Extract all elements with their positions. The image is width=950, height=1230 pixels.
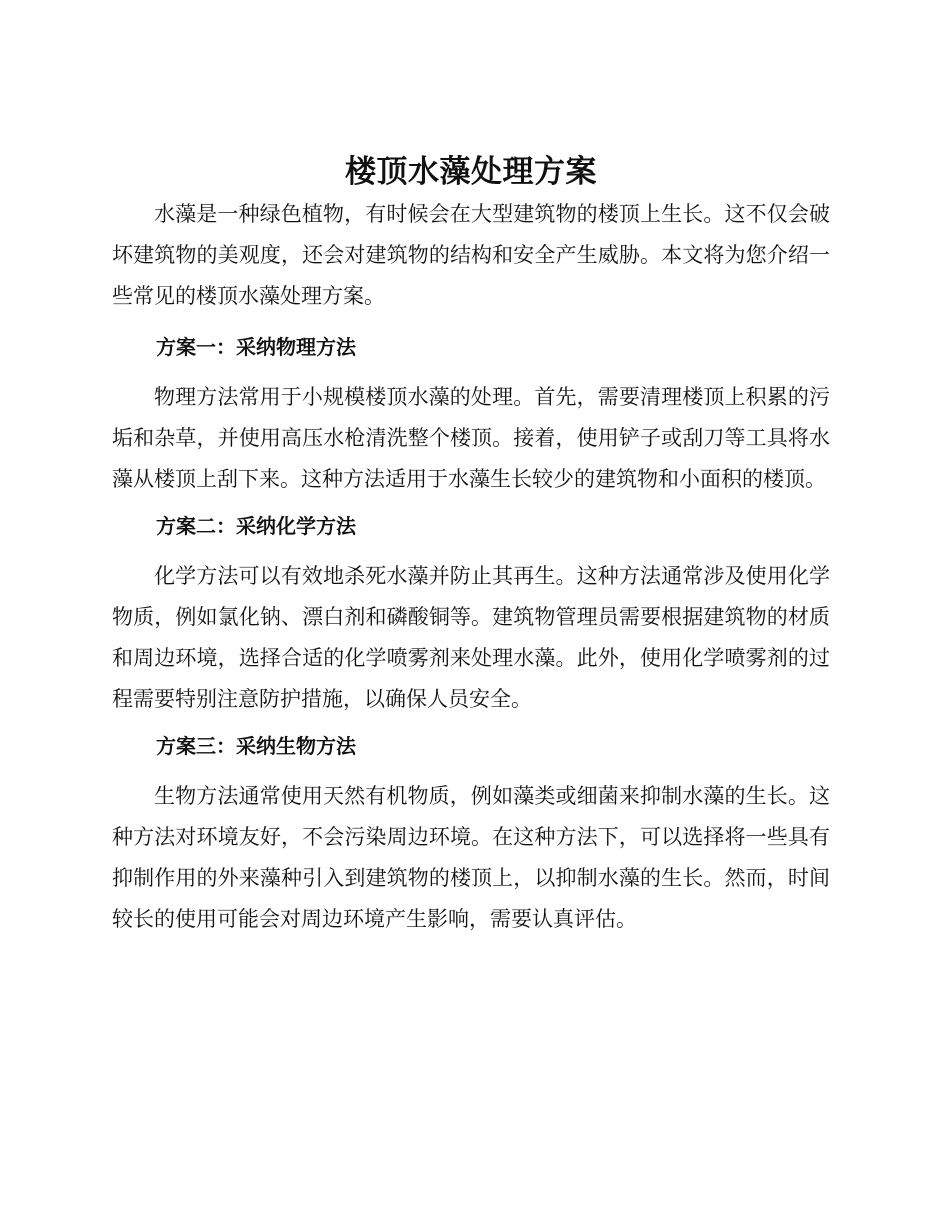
intro-paragraph: 水藻是一种绿色植物，有时候会在大型建筑物的楼顶上生长。这不仅会破坏建筑物的美观度，还会对建筑物的结构和安全产生威胁。本文将为您介绍一些常见的楼顶水藻处理方案。 <box>112 202 830 308</box>
section-heading-3: 方案三：采纳生物方法 <box>156 734 356 758</box>
section-body-1: 物理方法常用于小规模楼顶水藻的处理。首先，需要清理楼顶上积累的污垢和杂草，并使用高压水枪清洗整个楼顶。接着，使用铲子或刮刀等工具将水藻从楼顶上刮下来。这种方法适用于水藻生长较少的建筑物和小面积的楼顶。 <box>112 385 830 491</box>
section-body-2: 化学方法可以有效地杀死水藻并防止其再生。这种方法通常涉及使用化学物质，例如氯化钠、漂白剂和磷酸铜等。建筑物管理员需要根据建筑物的材质和周边环境，选择合适的化学喷雾剂来处理水藻。此外，使用化学喷雾剂的过程需要特别注意防护措施，以确保人员安全。 <box>112 564 830 711</box>
section-heading-2: 方案二：采纳化学方法 <box>156 514 356 538</box>
section-heading-1: 方案一：采纳物理方法 <box>156 335 356 359</box>
section-body-3: 生物方法通常使用天然有机物质，例如藻类或细菌来抑制水藻的生长。这种方法对环境友好，不会污染周边环境。在这种方法下，可以选择将一些具有抑制作用的外来藻种引入到建筑物的楼顶上，以抑制水藻的生长。然而，时间较长的使用可能会对周边环境产生影响，需要认真评估。 <box>112 784 830 931</box>
document-title: 楼顶水藻处理方案 <box>345 154 597 190</box>
document-content <box>112 150 830 940</box>
